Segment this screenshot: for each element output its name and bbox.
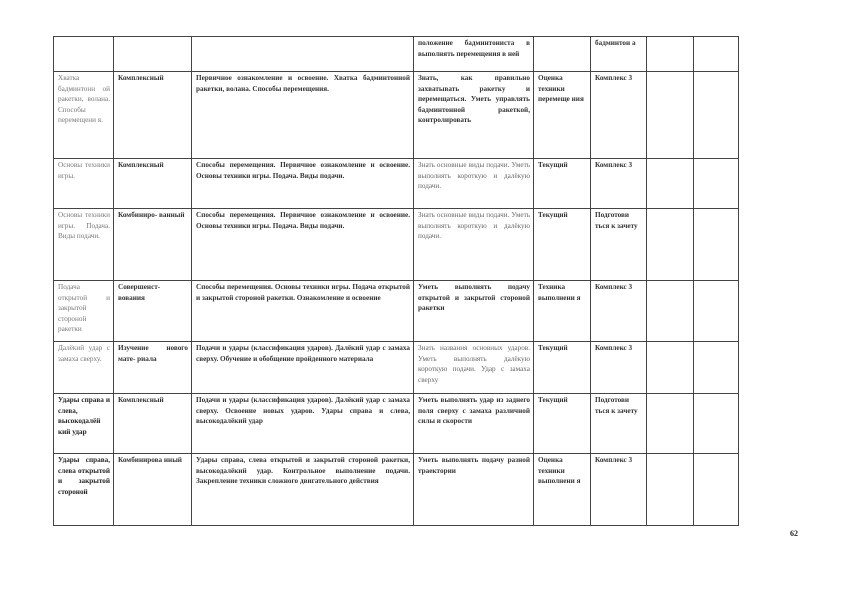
requirements-cell: положение бадминтониста в выполнять перемещения в ней: [414, 37, 534, 72]
homework-cell: Комплекс 3: [591, 281, 647, 342]
extra-cell-2: [694, 37, 739, 72]
extra-cell-2: [694, 281, 739, 342]
requirements-cell: Знать основные виды подачи. Уметь выполнять короткую и далёкую подачи.: [414, 159, 534, 209]
homework-cell: Комплекс 3: [591, 454, 647, 526]
lesson-type-cell: Комбинирова нный: [114, 454, 192, 526]
extra-cell-2: [694, 209, 739, 281]
requirements-cell: Уметь выполнять удар из заднего поля сверху с замаха различной силы и скорости: [414, 394, 534, 454]
content-cell: Подачи и удары (классификация ударов). Далёкий удар с замаха сверху. Освоение новых ударов. Удары справа и слева, высокодалёкий удар: [192, 394, 414, 454]
lesson-plan-table: [53, 36, 739, 526]
extra-cell-2: [694, 159, 739, 209]
requirements-cell: Уметь выполнять подачу разной траектории: [414, 454, 534, 526]
requirements-cell: Знать основные виды подачи. Уметь выполнять короткую и далёкую подачи.: [414, 209, 534, 281]
table-row: [54, 342, 739, 394]
page-number: 62: [790, 529, 798, 538]
topic-cell: [54, 37, 114, 72]
content-cell: Удары справа, слева открытой и закрытой стороной ракетки, высокодалёкий удар. Контрольное выполнение подачи. Закрепление техники сложного двигательного действия: [192, 454, 414, 526]
extra-cell-1: [647, 37, 694, 72]
topic-cell: Основы техники игры. Подача. Виды подачи.: [54, 209, 114, 281]
content-cell: Способы перемещения. Первичное ознакомление и освоение. Основы техники игры. Подача. Виды подачи.: [192, 209, 414, 281]
table-row: [54, 72, 739, 159]
content-cell: [192, 37, 414, 72]
table-row: [54, 394, 739, 454]
topic-cell: Подача открытой и закрытой стороной ракетки: [54, 281, 114, 342]
content-cell: Подачи и удары (классификация ударов). Далёкий удар с замаха сверху. Обучение и обобщение пройденного материала: [192, 342, 414, 394]
control-cell: [534, 37, 591, 72]
lesson-type-cell: Комплексный: [114, 72, 192, 159]
extra-cell-1: [647, 394, 694, 454]
table-row: [54, 454, 739, 526]
table-row: [54, 281, 739, 342]
table-row: [54, 209, 739, 281]
lesson-type-cell: Комплексный: [114, 159, 192, 209]
requirements-cell: Уметь выполнять подачу открытой и закрытой стороной ракетки: [414, 281, 534, 342]
content-cell: Способы перемещения. Первичное ознакомление и освоение. Основы техники игры. Подача. Виды подачи.: [192, 159, 414, 209]
control-cell: Оценка техники перемеще ния: [534, 72, 591, 159]
topic-cell: Далёкий удар с замаха сверху.: [54, 342, 114, 394]
control-cell: Оценка техники выполнени я: [534, 454, 591, 526]
lesson-type-cell: Комплексный: [114, 394, 192, 454]
content-cell: Способы перемещения. Основы техники игры. Подача открытой и закрытой стороной ракетки. Ознакомление и освоение: [192, 281, 414, 342]
control-cell: Текущий: [534, 159, 591, 209]
homework-cell: Комплекс 3: [591, 72, 647, 159]
requirements-cell: Знать названия основных ударов. Уметь выполнять далёкую короткую подачи. Удар с замаха сверху: [414, 342, 534, 394]
extra-cell-1: [647, 72, 694, 159]
extra-cell-1: [647, 159, 694, 209]
extra-cell-1: [647, 454, 694, 526]
topic-cell: Удары справа, слева открытой и закрытой стороной: [54, 454, 114, 526]
homework-cell: Подготови ться к зачету: [591, 209, 647, 281]
control-cell: Текущий: [534, 209, 591, 281]
extra-cell-1: [647, 281, 694, 342]
extra-cell-2: [694, 72, 739, 159]
topic-cell: Удары справа и слева, высокодалёй кий удар: [54, 394, 114, 454]
extra-cell-2: [694, 342, 739, 394]
homework-cell: бадминтон а: [591, 37, 647, 72]
requirements-cell: Знать, как правильно захватывать ракетку и перемещаться. Уметь управлять бадминтонной ракеткой, контролировать: [414, 72, 534, 159]
homework-cell: Комплекс 3: [591, 159, 647, 209]
homework-cell: Подготови ться к зачету: [591, 394, 647, 454]
extra-cell-2: [694, 394, 739, 454]
content-cell: Первичное ознакомление и освоение. Хватка бадминтонной ракетки, волана. Способы перемещения.: [192, 72, 414, 159]
extra-cell-2: [694, 454, 739, 526]
control-cell: Текущий: [534, 394, 591, 454]
table-row: [54, 159, 739, 209]
extra-cell-1: [647, 209, 694, 281]
topic-cell: Основы техники игры.: [54, 159, 114, 209]
topic-cell: Хватка бадминтонн ой ракетки, волана. Способы перемещени я.: [54, 72, 114, 159]
homework-cell: Комплекс 3: [591, 342, 647, 394]
lesson-type-cell: [114, 37, 192, 72]
lesson-type-cell: Совершенст- вования: [114, 281, 192, 342]
control-cell: Текущий: [534, 342, 591, 394]
lesson-type-cell: Комбиниро- ванный: [114, 209, 192, 281]
table-row: [54, 37, 739, 72]
extra-cell-1: [647, 342, 694, 394]
lesson-type-cell: Изучение нового мате- риала: [114, 342, 192, 394]
control-cell: Техника выполнени я: [534, 281, 591, 342]
